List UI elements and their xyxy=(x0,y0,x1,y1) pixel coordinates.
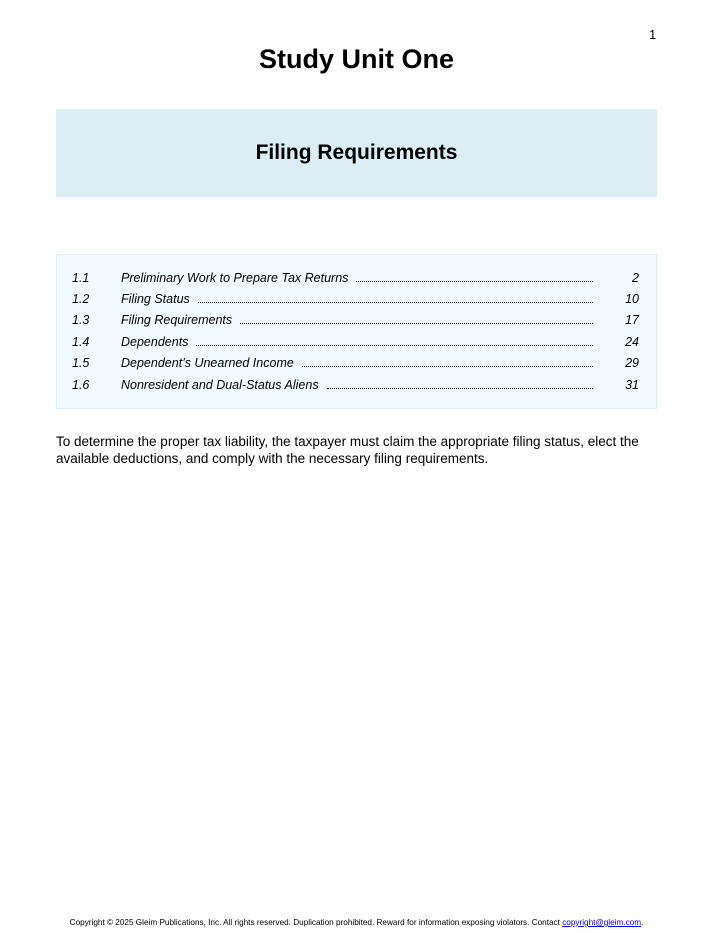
toc-row[interactable] xyxy=(57,356,656,374)
toc-row[interactable] xyxy=(57,335,656,353)
dot-leader xyxy=(196,344,593,346)
footer-copyright-text: Copyright © 2025 Gleim Publications, Inc. All rights reserved. Duplication prohibited. Reward for information exposing violators. Contact xyxy=(69,918,563,927)
toc-label: Filing Status xyxy=(121,292,190,306)
dot-leader xyxy=(302,365,593,367)
unit-title: Study Unit One xyxy=(259,44,454,74)
copyright-footer xyxy=(0,918,713,927)
toc-page: 17 xyxy=(625,313,639,327)
toc-label: Filing Requirements xyxy=(121,313,233,327)
section-title: Filing Requirements xyxy=(255,141,458,164)
dot-leader xyxy=(240,322,593,324)
toc-label: Preliminary Work to Prepare Tax Returns xyxy=(121,271,349,285)
dot-leader xyxy=(198,301,593,303)
table-of-contents xyxy=(56,254,657,409)
toc-page: 31 xyxy=(625,378,639,392)
toc-number: 1.6 xyxy=(72,378,90,392)
toc-number: 1.4 xyxy=(72,335,90,349)
toc-page: 24 xyxy=(625,335,639,349)
toc-number: 1.1 xyxy=(72,271,90,285)
footer-end: . xyxy=(641,918,644,927)
toc-label: Nonresident and Dual-Status Aliens xyxy=(121,378,319,392)
toc-row[interactable] xyxy=(57,313,656,331)
toc-page: 29 xyxy=(625,356,639,370)
copyright-email-link[interactable]: copyright@gleim.com xyxy=(562,918,642,927)
toc-row[interactable] xyxy=(57,378,656,396)
section-title-band xyxy=(56,109,657,197)
toc-row[interactable] xyxy=(57,271,656,289)
dot-leader xyxy=(356,280,593,282)
toc-number: 1.2 xyxy=(72,292,90,306)
toc-number: 1.5 xyxy=(72,356,90,370)
page-number: 1 xyxy=(649,27,657,42)
toc-page: 10 xyxy=(625,292,639,306)
dot-leader xyxy=(327,387,593,389)
intro-paragraph: To determine the proper tax liability, the taxpayer must claim the appropriate filing status, elect the available deductions, and comply with the necessary filing requirements. xyxy=(56,434,639,466)
toc-label: Dependents xyxy=(121,335,189,349)
toc-label: Dependent’s Unearned Income xyxy=(121,356,294,370)
toc-number: 1.3 xyxy=(72,313,90,327)
toc-page: 2 xyxy=(632,271,639,285)
toc-row[interactable] xyxy=(57,292,656,310)
